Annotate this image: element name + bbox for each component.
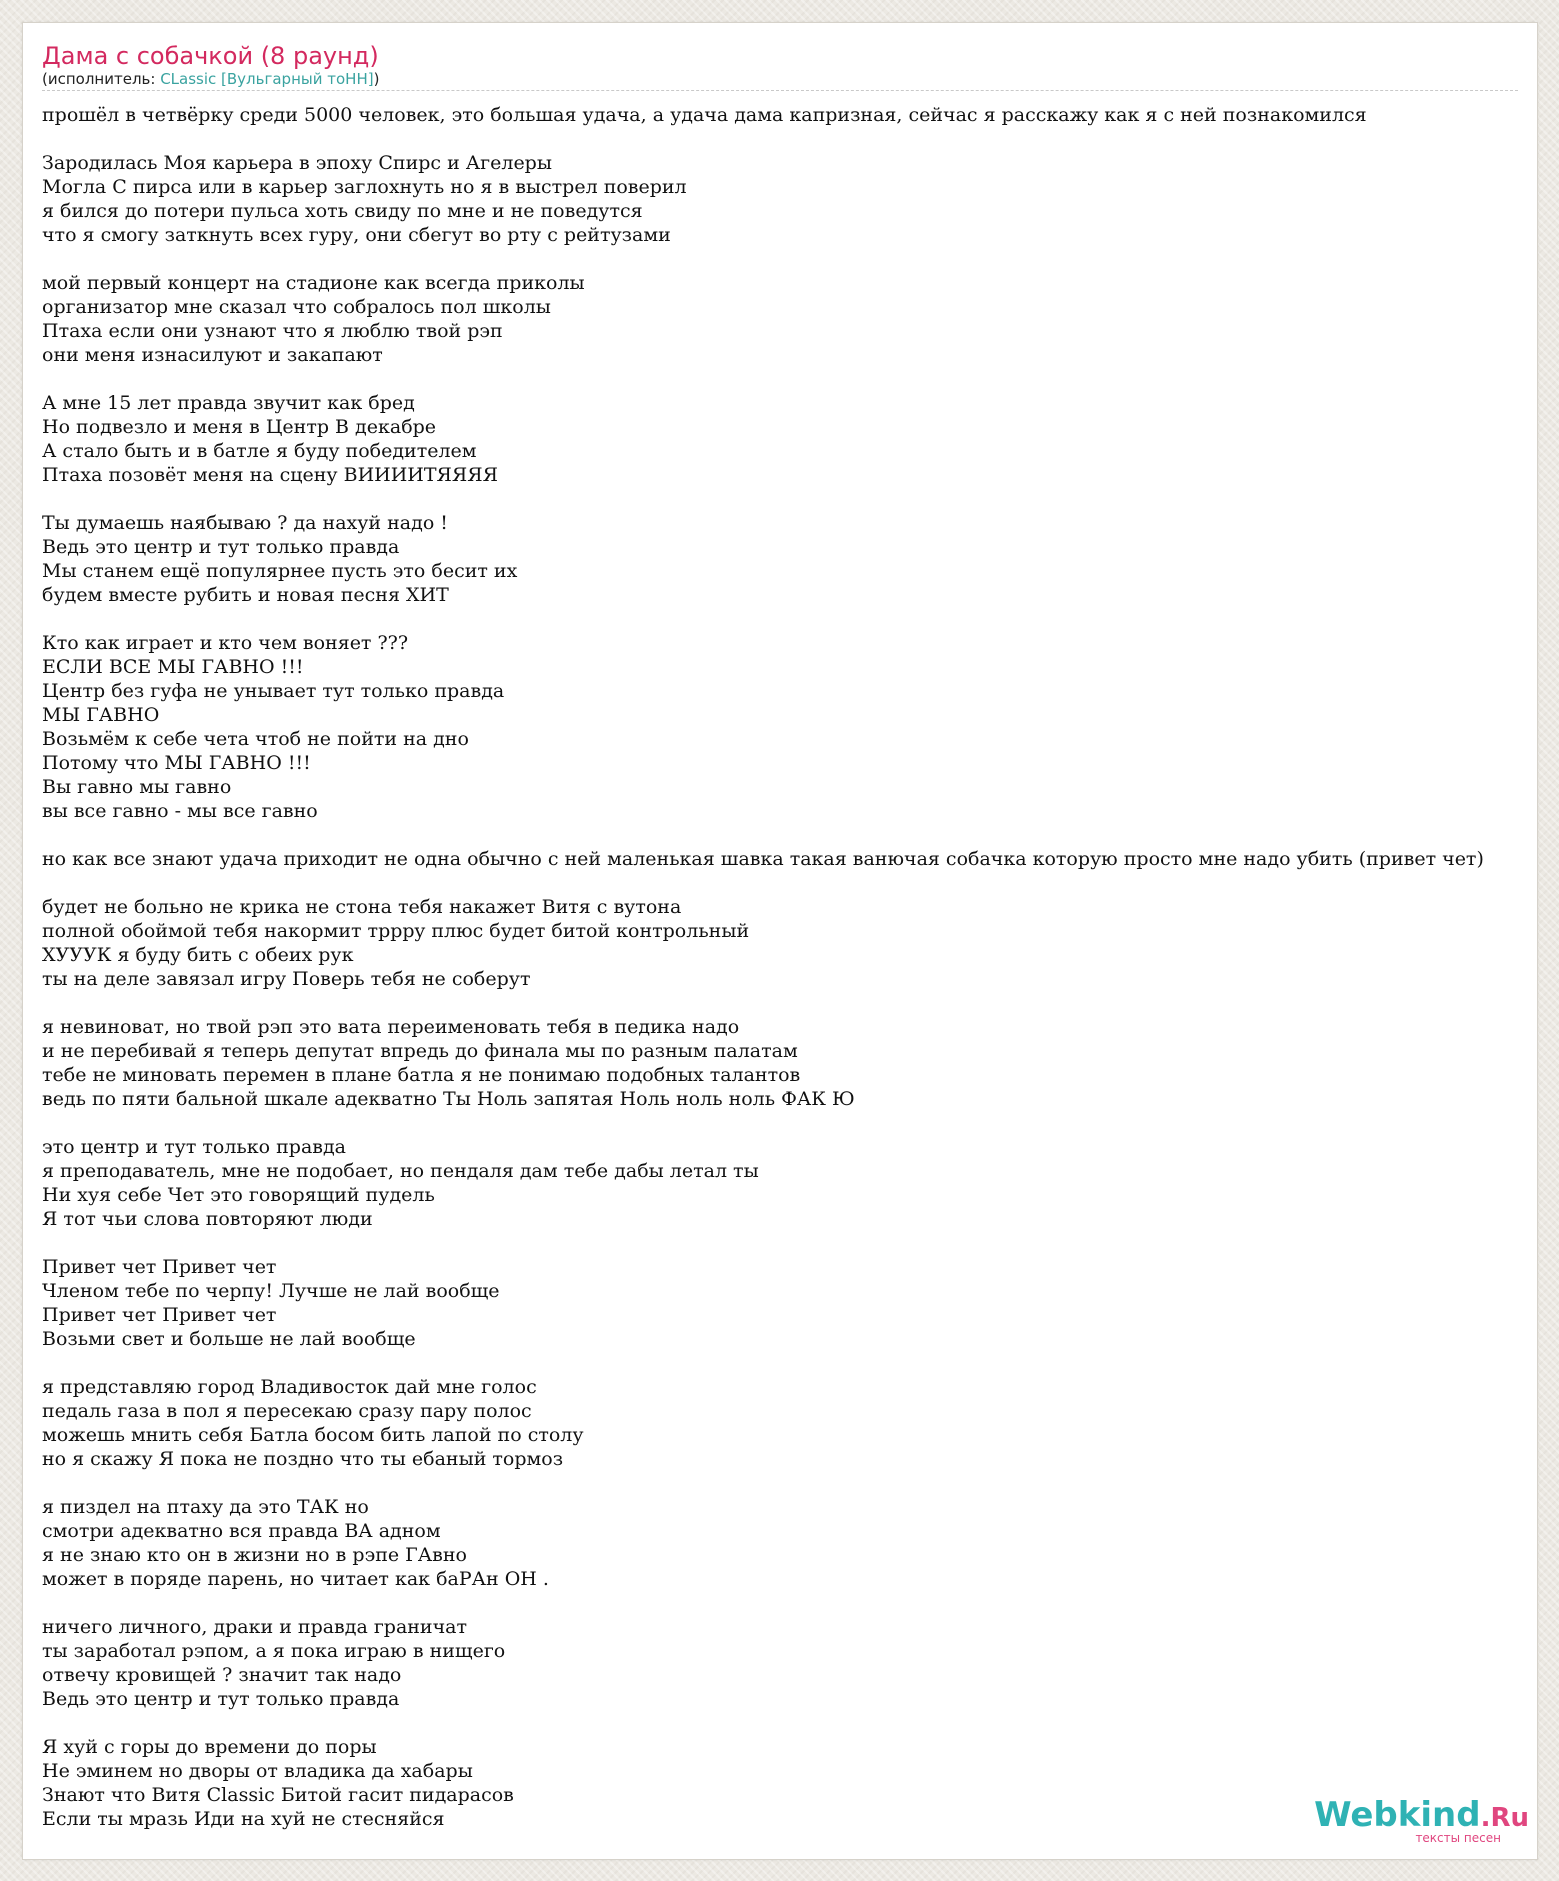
lyrics-line: А стало быть и в батле я буду победителем <box>42 440 477 462</box>
lyrics-line: Кто как играет и кто чем воняет ??? <box>42 632 409 654</box>
lyrics-text <box>42 103 1538 1831</box>
lyrics-line: можешь мнить себя Батла босом бить лапой по столу <box>42 1424 584 1446</box>
lyrics-line: Ты думаешь наябываю ? да нахуй надо ! <box>42 512 448 534</box>
lyrics-line: но я скажу Я пока не поздно что ты ебаный тормоз <box>42 1448 564 1470</box>
lyrics-line: организатор мне сказал что собралось пол школы <box>42 296 551 318</box>
lyrics-line: что я смогу заткнуть всех гуру, они сбегут во рту с рейтузами <box>42 224 671 246</box>
lyrics-blank-line <box>42 1711 1538 1735</box>
performer-link[interactable]: CLassic [Вульгарный тоНН] <box>160 70 374 88</box>
lyrics-blank-line <box>42 1111 1538 1135</box>
lyrics-line: отвечу кровищей ? значит так надо <box>42 1664 402 1686</box>
song-title: Дама с собачкой (8 раунд) <box>42 42 379 70</box>
lyrics-line: но как все знают удача приходит не одна обычно с ней маленькая шавка такая ванючая собачка которую просто мне надо убить (привет чет) <box>42 848 1484 870</box>
performer-suffix: ) <box>373 70 380 88</box>
lyrics-line: ты на деле завязал игру Поверь тебя не соберут <box>42 968 531 990</box>
lyrics-line: Потому что МЫ ГАВНО !!! <box>42 752 311 774</box>
lyrics-line: я преподаватель, мне не подобает, но пендаля дам тебе дабы летал ты <box>42 1160 759 1182</box>
lyrics-line: Могла С пирса или в карьер заглохнуть но я в выстрел поверил <box>42 176 687 198</box>
webkind-logo[interactable] <box>1314 1795 1529 1851</box>
logo-tagline: тексты песен <box>1415 1831 1501 1845</box>
song-header <box>42 41 1518 91</box>
lyrics-blank-line <box>42 127 1538 151</box>
lyrics-line: А мне 15 лет правда звучит как бред <box>42 392 415 414</box>
lyrics-line: будем вместе рубить и новая песня ХИТ <box>42 584 449 606</box>
lyrics-line: я невиноват, но твой рэп это вата переименовать тебя в педика надо <box>42 1016 740 1038</box>
lyrics-card <box>22 22 1538 1860</box>
lyrics-line: Привет чет Привет чет <box>42 1304 277 1326</box>
lyrics-line: я пиздел на птаху да это ТАК но <box>42 1496 369 1518</box>
lyrics-line: Ведь это центр и тут только правда <box>42 1688 400 1710</box>
lyrics-line: Мы станем ещё популярнее пусть это бесит их <box>42 560 518 582</box>
lyrics-line: педаль газа в пол я пересекаю сразу пару полос <box>42 1400 532 1422</box>
lyrics-blank-line <box>42 871 1538 895</box>
lyrics-line: тебе не миновать перемен в плане батла я не понимаю подобных талантов <box>42 1064 801 1086</box>
lyrics-blank-line <box>42 247 1538 271</box>
lyrics-line: смотри адекватно вся правда ВА адном <box>42 1520 441 1542</box>
lyrics-line: Не эминем но дворы от владика да хабары <box>42 1760 473 1782</box>
lyrics-line: они меня изнасилуют и закапают <box>42 344 383 366</box>
lyrics-line: Ни хуя себе Чет это говорящий пудель <box>42 1184 435 1206</box>
lyrics-blank-line <box>42 1471 1538 1495</box>
lyrics-line: Птаха если они узнают что я люблю твой рэп <box>42 320 503 342</box>
lyrics-line: Вы гавно мы гавно <box>42 776 232 798</box>
lyrics-line: Привет чет Привет чет <box>42 1256 277 1278</box>
lyrics-blank-line <box>42 823 1538 847</box>
lyrics-line: Возьми свет и больше не лай вообще <box>42 1328 416 1350</box>
lyrics-blank-line <box>42 1591 1538 1615</box>
lyrics-blank-line <box>42 487 1538 511</box>
lyrics-line: ты заработал рэпом, а я пока играю в нищего <box>42 1640 506 1662</box>
lyrics-line: Я тот чьи слова повторяют люди <box>42 1208 373 1230</box>
lyrics-line: ХУУУК я буду бить с обеих рук <box>42 944 354 966</box>
lyrics-line: МЫ ГАВНО <box>42 704 160 726</box>
lyrics-line: прошёл в четвёрку среди 5000 человек, это большая удача, а удача дама капризная, сейчас я расскажу как я с ней познакомился <box>42 104 1367 126</box>
lyrics-line: вы все гавно - мы все гавно <box>42 800 318 822</box>
lyrics-line: я представляю город Владивосток дай мне голос <box>42 1376 537 1398</box>
lyrics-line: ничего личного, драки и правда граничат <box>42 1616 467 1638</box>
lyrics-blank-line <box>42 607 1538 631</box>
lyrics-line: будет не больно не крика не стона тебя накажет Витя с вутона <box>42 896 682 918</box>
lyrics-blank-line <box>42 1351 1538 1375</box>
lyrics-blank-line <box>42 991 1538 1015</box>
lyrics-line: Но подвезло и меня в Центр В декабре <box>42 416 437 438</box>
lyrics-line: Ведь это центр и тут только правда <box>42 536 400 558</box>
lyrics-line: Если ты мразь Иди на хуй не стесняйся <box>42 1808 445 1830</box>
logo-brand: Webkind <box>1314 1795 1481 1835</box>
logo-tld: .Ru <box>1480 1803 1529 1833</box>
performer-line <box>42 71 1518 88</box>
lyrics-blank-line <box>42 367 1538 391</box>
lyrics-line: мой первый концерт на стадионе как всегда приколы <box>42 272 585 294</box>
lyrics-line: Членом тебе по черпу! Лучше не лай вообще <box>42 1280 500 1302</box>
lyrics-line: полной обоймой тебя накормит трррy плюс будет битой контрольный <box>42 920 750 942</box>
lyrics-line: я бился до потери пульса хоть свиду по мне и не поведутся <box>42 200 643 222</box>
lyrics-line: ЕСЛИ ВСЕ МЫ ГАВНО !!! <box>42 656 304 678</box>
lyrics-blank-line <box>42 1231 1538 1255</box>
lyrics-line: и не перебивай я теперь депутат впредь до финала мы по разным палатам <box>42 1040 798 1062</box>
lyrics-line: Я хуй с горы до времени до поры <box>42 1736 377 1758</box>
lyrics-line: Центр без гуфа не унывает тут только правда <box>42 680 505 702</box>
lyrics-line: Знают что Витя Classic Битой гасит пидарасов <box>42 1784 514 1806</box>
lyrics-line: может в поряде парень, но читает как баРАн ОН . <box>42 1568 549 1590</box>
lyrics-line: это центр и тут только правда <box>42 1136 347 1158</box>
lyrics-line: Птаха позовёт меня на сцену ВИИИИТЯЯЯЯ <box>42 464 498 486</box>
lyrics-line: я не знаю кто он в жизни но в рэпе ГАвно <box>42 1544 467 1566</box>
lyrics-line: Зародилась Моя карьера в эпоху Спирс и Агелеры <box>42 152 552 174</box>
lyrics-line: ведь по пяти бальной шкале адекватно Ты Ноль запятая Ноль ноль ноль ФАК Ю <box>42 1088 855 1110</box>
lyrics-line: Возьмём к себе чета чтоб не пойти на дно <box>42 728 469 750</box>
performer-prefix: (исполнитель: <box>42 70 161 88</box>
